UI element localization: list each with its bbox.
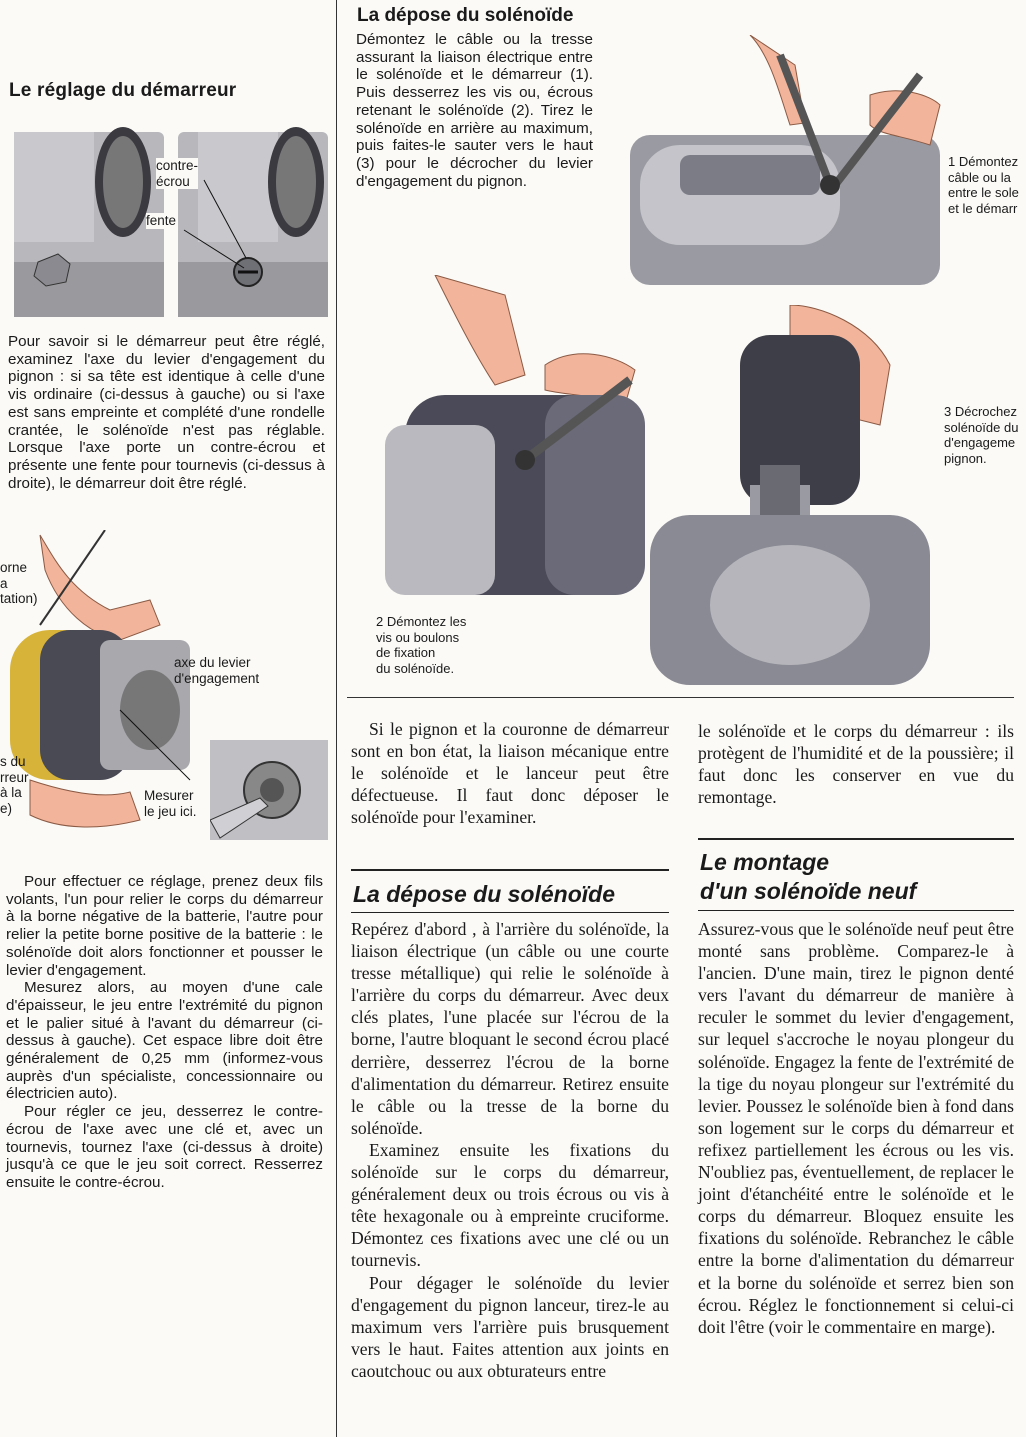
caption-step1-line: et le démarr xyxy=(948,200,1018,216)
paragraph-depose-continued: le solénoïde et le corps du démarreur : ils protègent de l'humidité et de la poussière; il faut donc les conserver en vue du remontage. xyxy=(698,721,1014,808)
heading-underline-montage xyxy=(698,910,1014,911)
caption-step2-line: de fixation xyxy=(376,645,436,660)
caption-step2-line: du solénoïde. xyxy=(376,660,455,676)
section-heading-montage xyxy=(700,848,916,906)
label-contre-ecrou: contre- écrou xyxy=(156,158,199,189)
section-heading-depose: La dépose du solénoïde xyxy=(353,881,615,907)
paragraph-depose-degager: Pour dégager le solénoïde du levier d'engagement du pignon lanceur, tirez-le au maximum vers l'arrière puis brusquement vers le haut. Faites attention aux joints en caoutchouc ou aux obturateurs entre xyxy=(351,1272,669,1381)
horizontal-rule xyxy=(347,697,1014,698)
caption-step1-line: 1 Démontez xyxy=(948,154,1019,169)
head-illustration-right xyxy=(178,127,328,317)
figure-axis-detail xyxy=(210,740,328,840)
paragraph-depose-intro-serif: Si le pignon et la couronne de démarreur sont en bon état, la liaison mécanique entre le solénoïde et le lanceur peut être défectueuse. Il faut donc déposer le solénoïde pour l'examiner. xyxy=(351,719,669,828)
paragraphs-reglage-procedure xyxy=(6,873,323,1192)
paragraph-montage: Assurez-vous que le solénoïde neuf peut être monté sans problème. Comparez-le à l'ancien. D'une main, tirez le pignon denté vers l'avant du démarreur de manière à reculer le sommet du levier d'engagement, sur lequel s'accroche le noyau plongeur du solénoïde. Engagez la fente de l'extrémité de la tige du noyau plongeur sur l'extrémité du levier. Poussez le solénoïde bien à fond dans son logement sur le corps du démarreur et refixez partiellement les écrous ou les vis. N'oubliez pas, éventuellement, de replacer le joint d'étanchéité entre le solénoïde et le corps du démarreur. Bloquez ensuite les fixations du solénoïde. Rebranchez le câble entre la borne d'alimentation du démarreur et la borne du solénoïde et serrez bien son écrou. Réglez le fonctionnement si celui-ci doit l'être (voir le commentaire en marge). xyxy=(698,919,1014,1337)
caption-step1 xyxy=(948,154,1019,216)
caption-step3 xyxy=(944,404,1018,466)
label-corps-demarreur: s du rreur à la e) xyxy=(0,754,29,816)
paragraph-reglage-fils: Pour effectuer ce réglage, prenez deux fils volants, l'un pour relier le corps du démarreur à la borne négative de la batterie, l'autre pour relier la petite borne positive de la batterie : le solénoïde doit alors fonctionner et pousser le levier d'engagement. xyxy=(6,873,323,979)
heading-rule-depose xyxy=(351,869,669,871)
figure-step1-wrenches xyxy=(620,35,946,285)
caption-step2-line: 2 Démontez les xyxy=(376,614,467,629)
caption-step3-line: solénoïde du xyxy=(944,419,1019,435)
caption-step2-line: vis ou boulons xyxy=(376,629,460,645)
heading-underline-depose xyxy=(351,912,669,913)
section-heading-montage-line2: d'un solénoïde neuf xyxy=(700,878,917,904)
label-borne: orne a tation) xyxy=(0,560,38,606)
label-axe-levier: axe du levier d'engagement xyxy=(174,655,260,686)
label-fente: fente xyxy=(146,213,177,228)
caption-step3-line: pignon. xyxy=(944,450,987,466)
paragraph-depose-fixations: Examinez ensuite les fixations du solénoïde sur le corps du démarreur, généralement deux ou trois écrous ou vis à tête hexagonale ou à empreinte cruciforme. Démontez ces fixations avec une clé ou un tournevis. xyxy=(351,1139,669,1271)
section-heading-montage-line1: Le montage xyxy=(700,849,830,875)
paragraph-depose-intro: Démontez le câble ou la tresse assurant la liaison électrique entre le solénoïde et le démarreur (1). Puis desserrez les vis ou, écrous retenant le solénoïde (2). Tirez le solénoïde en arrière au maximum, puis faites-le sauter vers le haut (3) pour le décrocher du levier d'engagement du pignon. xyxy=(356,31,593,190)
section-heading-reglage: Le réglage du démarreur xyxy=(9,80,237,101)
heading-rule-montage xyxy=(698,838,1014,840)
head-illustration-left xyxy=(14,127,164,317)
figure-step2-bolts xyxy=(375,275,665,615)
caption-step2 xyxy=(376,614,466,676)
section-heading-depose-top: La dépose du solénoïde xyxy=(357,5,574,26)
caption-step1-line: câble ou la xyxy=(948,169,1011,185)
figure-step3-lift xyxy=(640,305,940,685)
paragraphs-depose xyxy=(351,918,669,1382)
column-divider-left xyxy=(336,0,337,1437)
caption-step3-line: 3 Décrochez xyxy=(944,404,1017,419)
caption-step3-line: d'engageme xyxy=(944,435,1016,450)
paragraph-reglage-intro: Pour savoir si le démarreur peut être réglé, examinez l'axe du levier d'engagement du pignon : si sa tête est identique à celle d'une vis ordinaire (ci-dessus à gauche) ou si l'axe est sans empreinte et complété d'une rondelle crantée, le solénoïde n'est pas réglable. Lorsque l'axe porte un contre-écrou et présente une fente pour tournevis (ci-dessus à droite), le démarreur doit être réglé. xyxy=(8,333,325,492)
paragraph-reglage-jeu: Pour régler ce jeu, desserrez le contre-écrou de l'axe avec une clé et, avec un tournevis, tournez l'axe (ci-dessus à droite) jusqu'à ce que le jeu soit correct. Resserrez ensuite le contre-écrou. xyxy=(6,1103,323,1191)
caption-step1-line: entre le sole xyxy=(948,185,1019,200)
paragraph-reglage-mesure: Mesurez alors, au moyen d'une cale d'épaisseur, le jeu entre l'extrémité du pignon et le palier situé à l'avant du démarreur (ci-dessus à gauche). Cet espace libre doit être généralement de 0,25 mm (informez-vous auprès d'un spécialiste, concessionnaire ou électricien auto). xyxy=(6,979,323,1103)
paragraph-depose-liaison: Repérez d'abord , à l'arrière du solénoïde, la liaison électrique (un câble ou une courte tresse métallique) qui relie le solénoïde à l'arrière du corps du démarreur. Avec deux clés plates, l'une placée sur l'écrou de la borne, l'autre bloquant le second écrou placé derrière, desserrez l'écrou de la borne d'alimentation du démarreur. Retirez ensuite le câble ou la tresse de la borne du solénoïde. xyxy=(351,919,669,1138)
label-mesurer-jeu: Mesurer le jeu ici. xyxy=(144,788,197,819)
